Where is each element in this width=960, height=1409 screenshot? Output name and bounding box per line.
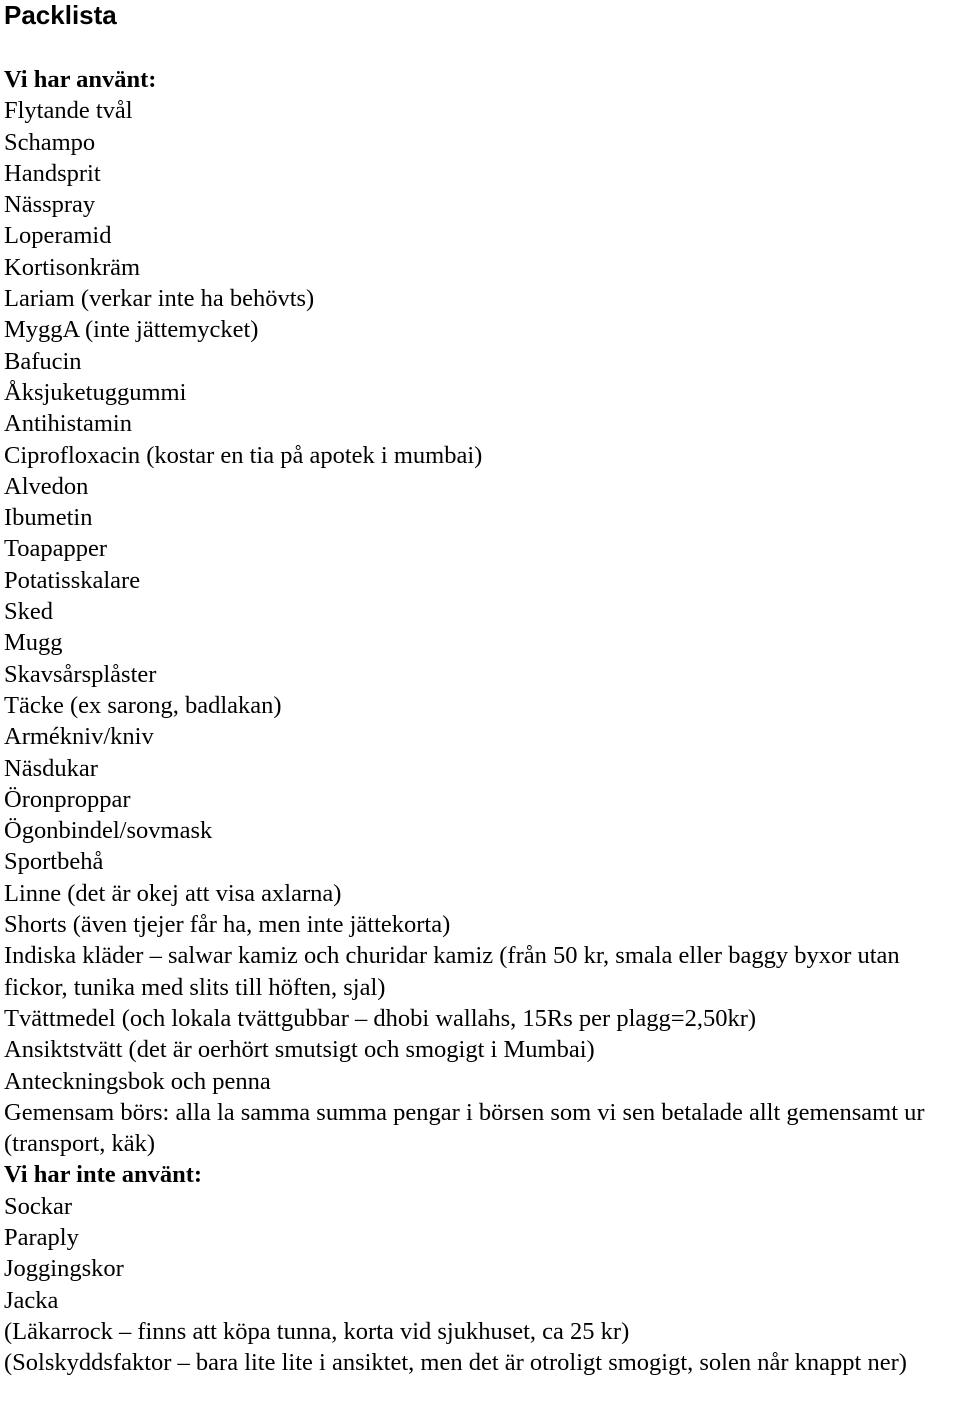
list-item: Sockar bbox=[4, 1192, 73, 1220]
list-item: Armékniv/kniv bbox=[4, 723, 154, 751]
list-item: Anteckningsbok och penna bbox=[4, 1067, 271, 1095]
list-item: Kortisonkräm bbox=[4, 253, 141, 281]
list-item: Toapapper bbox=[4, 535, 108, 563]
list-item: Ibumetin bbox=[4, 504, 93, 532]
list-item: Linne (det är okej att visa axlarna) bbox=[4, 879, 342, 907]
list-item: Paraply bbox=[4, 1223, 79, 1251]
list-item: Mugg bbox=[4, 629, 63, 657]
list-item: Schampo bbox=[4, 128, 96, 156]
page-title: Packlista bbox=[4, 0, 117, 30]
list-item: Handsprit bbox=[4, 159, 101, 187]
list-item: (Solskyddsfaktor – bara lite lite i ansiktet, men det är otroligt smogigt, solen når knappt ner) bbox=[4, 1349, 907, 1377]
list-item: Täcke (ex sarong, badlakan) bbox=[4, 691, 282, 719]
list-item: Åksjuketuggummi bbox=[4, 378, 187, 406]
packing-list bbox=[4, 64, 956, 1378]
list-item: (Läkarrock – finns att köpa tunna, korta vid sjukhuset, ca 25 kr) bbox=[4, 1317, 630, 1345]
list-item: Shorts (även tjejer får ha, men inte jättekorta) bbox=[4, 911, 451, 939]
list-item: Alvedon bbox=[4, 472, 89, 500]
list-item: Lariam (verkar inte ha behövts) bbox=[4, 285, 315, 313]
section-heading: Vi har använt: bbox=[4, 66, 157, 93]
list-item: Bafucin bbox=[4, 347, 82, 375]
list-item: Ögonbindel/sovmask bbox=[4, 817, 213, 845]
list-item: Indiska kläder – salwar kamiz och churidar kamiz (från 50 kr, smala eller baggy byxor utan fickor, tunika med slits till höften, sjal) bbox=[4, 942, 900, 1001]
list-item: Tvättmedel (och lokala tvättgubbar – dhobi wallahs, 15Rs per plagg=2,50kr) bbox=[4, 1004, 757, 1032]
list-item: Sportbehå bbox=[4, 848, 104, 876]
title-spacer bbox=[4, 30, 956, 64]
section-heading: Vi har inte använt: bbox=[4, 1161, 203, 1189]
list-item: Nässpray bbox=[4, 191, 96, 219]
list-item: Jacka bbox=[4, 1286, 59, 1314]
list-item: Öronproppar bbox=[4, 785, 131, 813]
list-item: Loperamid bbox=[4, 222, 112, 250]
list-item: Näsdukar bbox=[4, 754, 98, 782]
item-list bbox=[4, 95, 956, 1159]
list-item: Sked bbox=[4, 598, 53, 626]
list-item: Ciprofloxacin (kostar en tia på apotek i mumbai) bbox=[4, 441, 483, 469]
list-item: Antihistamin bbox=[4, 410, 132, 438]
list-item: Skavsårsplåster bbox=[4, 660, 157, 688]
list-item: Gemensam börs: alla la samma summa pengar i börsen som vi sen betalade allt gemensamt ur (transport, käk) bbox=[4, 1098, 925, 1158]
list-item: Flytande tvål bbox=[4, 97, 133, 125]
list-item: Potatisskalare bbox=[4, 566, 141, 594]
list-item: MyggA (inte jättemycket) bbox=[4, 316, 259, 344]
list-item: Ansiktstvätt (det är oerhört smutsigt och smogigt i Mumbai) bbox=[4, 1036, 595, 1064]
item-list bbox=[4, 1191, 956, 1379]
list-item: Joggingskor bbox=[4, 1255, 124, 1283]
